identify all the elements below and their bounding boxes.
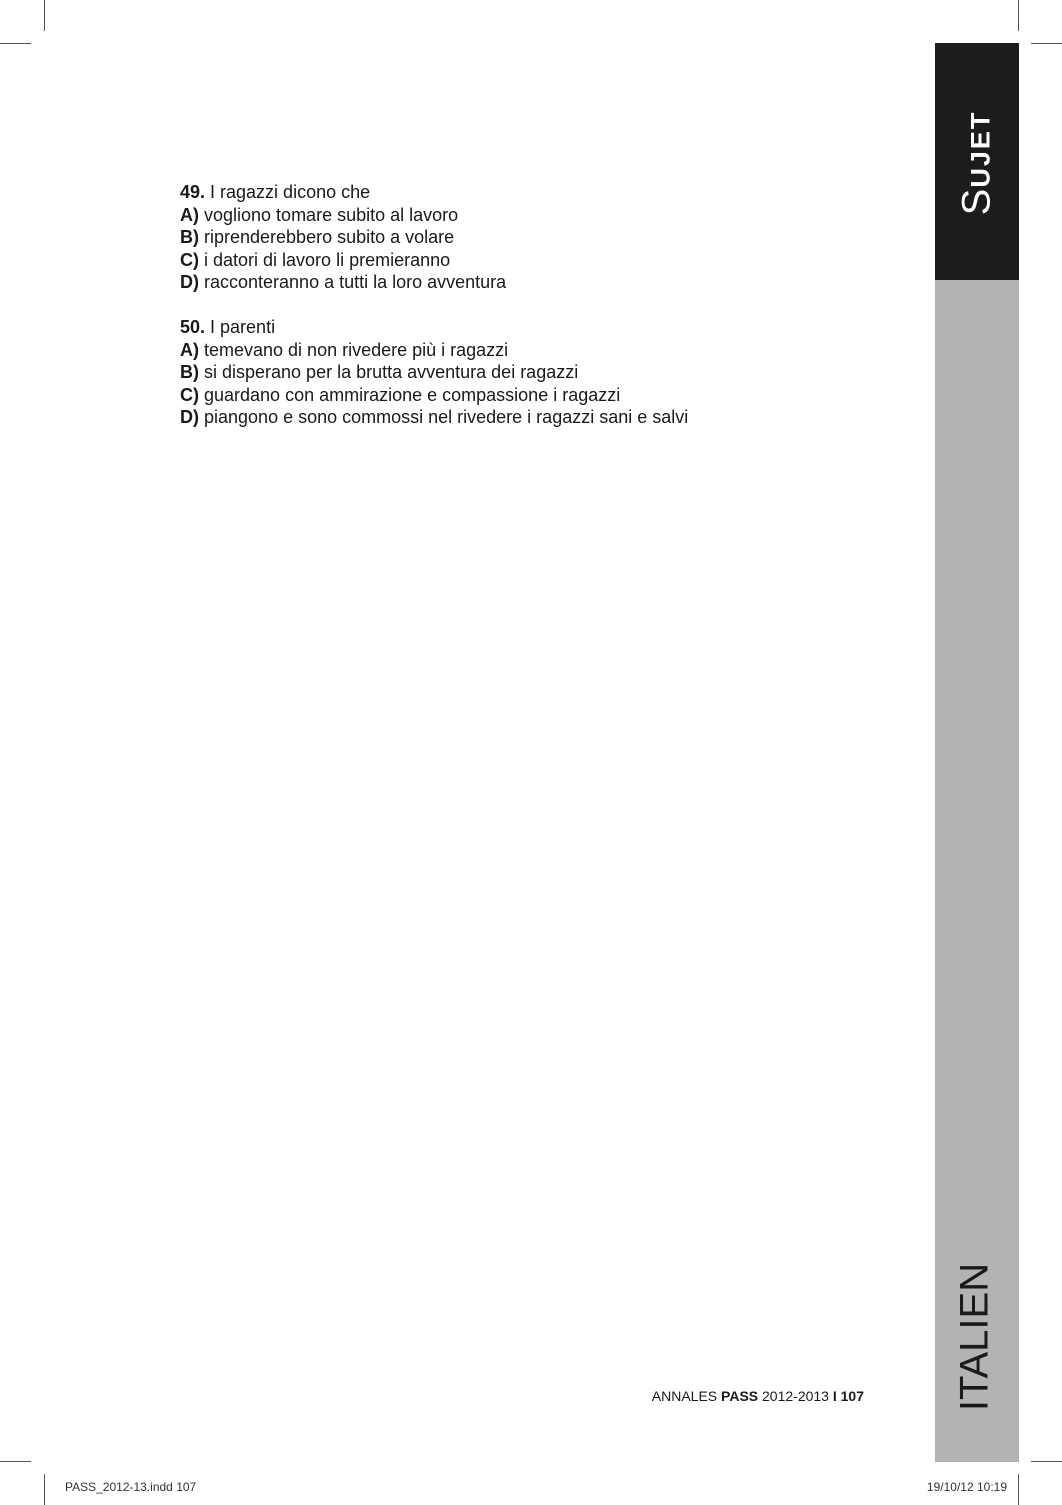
slug-filename: PASS_2012-13.indd 107 <box>65 1480 197 1494</box>
question-list <box>180 181 900 451</box>
footer-prefix: ANNALES <box>651 1388 722 1404</box>
option-text: i datori di lavoro li premieranno <box>199 249 451 270</box>
crop-mark <box>0 43 31 44</box>
question-number: 50. <box>180 316 206 337</box>
answer-option-b <box>180 361 900 384</box>
subject-label: ITALIEN <box>952 1262 997 1412</box>
option-text: racconteranno a tutti la loro avventura <box>199 272 507 293</box>
option-text: temevano di non rivedere più i ragazzi <box>199 339 509 360</box>
crop-mark <box>0 1461 31 1462</box>
option-letter: B) <box>180 362 199 383</box>
answer-option-b <box>180 226 900 249</box>
question-stem <box>180 316 900 339</box>
section-title <box>955 111 1000 216</box>
answer-option-a <box>180 204 900 227</box>
crop-mark <box>44 0 45 31</box>
option-letter: D) <box>180 407 199 428</box>
option-text: vogliono tomare subito al lavoro <box>199 204 459 225</box>
crop-mark <box>1018 1474 1019 1505</box>
question-text: I ragazzi dicono che <box>205 182 371 202</box>
footer-years: 2012-2013 <box>758 1388 833 1404</box>
footer-brand: PASS <box>721 1388 759 1404</box>
page-footer <box>652 1388 864 1404</box>
crop-mark <box>1031 43 1062 44</box>
option-letter: A) <box>180 204 199 225</box>
answer-option-d <box>180 406 900 429</box>
crop-mark <box>1031 1461 1062 1462</box>
section-title-initial: S <box>954 187 999 216</box>
option-text: riprenderebbero subito a volare <box>199 227 455 248</box>
answer-option-d <box>180 271 900 294</box>
answer-option-a <box>180 339 900 362</box>
question-text: I parenti <box>205 316 276 337</box>
option-letter: C) <box>180 249 199 270</box>
option-text: guardano con ammirazione e compassione i ragazzi <box>199 384 621 405</box>
question-50 <box>180 316 900 429</box>
option-text: piangono e sono commossi nel rivedere i ragazzi sani e salvi <box>199 407 689 428</box>
option-letter: C) <box>180 384 199 405</box>
option-text: si disperano per la brutta avventura dei ragazzi <box>199 362 579 383</box>
question-number: 49. <box>180 182 206 202</box>
page-number: I 107 <box>832 1388 864 1404</box>
question-49 <box>180 181 900 294</box>
option-letter: B) <box>180 227 199 248</box>
option-letter: D) <box>180 272 199 293</box>
crop-mark <box>1018 0 1019 31</box>
answer-option-c <box>180 249 900 272</box>
option-letter: A) <box>180 339 199 360</box>
section-title-rest: UJET <box>965 110 996 188</box>
answer-option-c <box>180 384 900 407</box>
crop-mark <box>44 1474 45 1505</box>
question-stem <box>180 181 900 204</box>
slug-datetime: 19/10/12 10:19 <box>926 1480 1007 1494</box>
